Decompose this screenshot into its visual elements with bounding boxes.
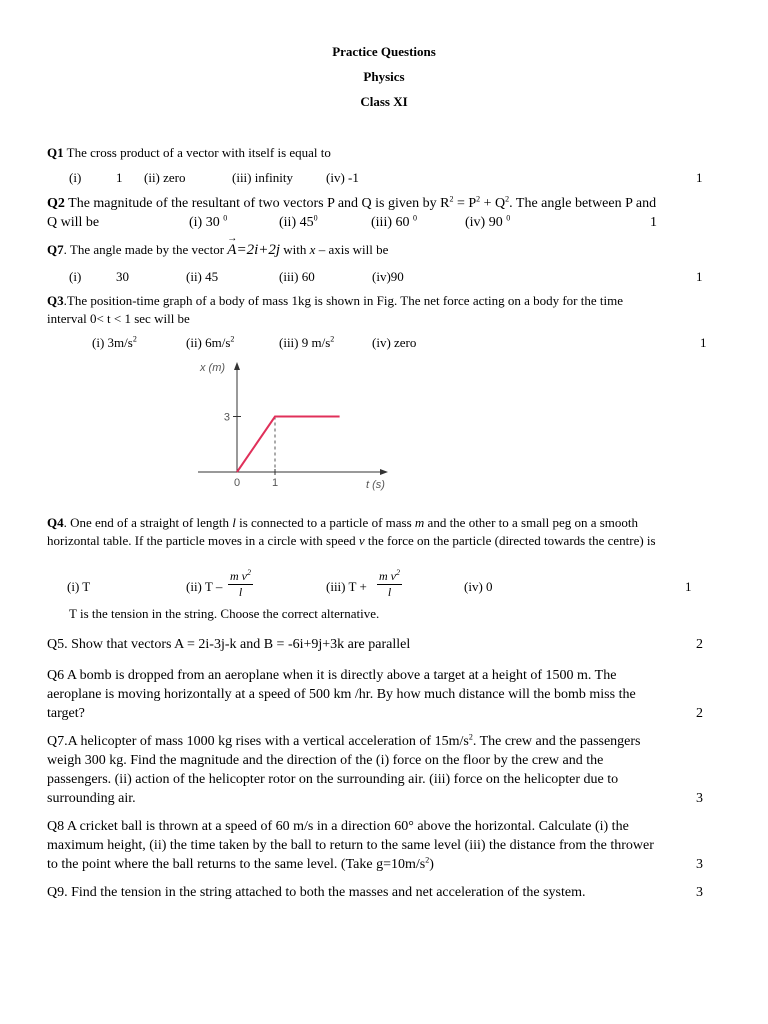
q4-text-b2: the force on the particle (directed towards the centre) is — [364, 533, 656, 548]
q2-opt-iii — [371, 215, 417, 231]
series-line — [237, 417, 340, 473]
q3-line2: interval 0< t < 1 sec will be — [47, 311, 190, 326]
q3-opt-iii — [279, 335, 334, 351]
q2-text-a: The magnitude of the resultant of two vectors P and Q is given by R — [68, 196, 450, 211]
q8-sup: 2 — [425, 855, 430, 865]
degree-sup: 0 — [413, 213, 417, 223]
q7b-line3: passengers. (ii) action of the helicopter rotor on the surrounding air. (iii) force on the helicopter due to — [47, 772, 619, 787]
q2-opt-iv — [465, 215, 510, 231]
q7b-line1-b: . The crew and the passengers — [472, 734, 641, 749]
q7a-text-b: with — [283, 242, 307, 257]
q2-sup: 2 — [476, 194, 481, 204]
q4-label: Q4 — [47, 515, 64, 530]
q2-sup: 2 — [505, 194, 510, 204]
q7b-line1-a: Q7.A helicopter of mass 1000 kg rises with a vertical acceleration of 15m/s — [47, 734, 469, 749]
q2-line2-start: Q will be — [47, 215, 100, 230]
q4-opt-iv: (iv) 0 — [464, 579, 493, 594]
q8-line3-a: to the point where the ball returns to the same level. (Take g=10m/s — [47, 857, 426, 872]
q6-marks: 2 — [696, 706, 703, 721]
q2-opt-i-text: (i) 30 — [189, 215, 220, 230]
y-axis-label: x (m) — [200, 362, 226, 374]
doc-class: Class XI — [360, 94, 408, 109]
fraction-mv2-over-l — [228, 569, 253, 600]
q7a-text-c: – axis will be — [318, 242, 389, 257]
q3-marks: 1 — [700, 335, 707, 350]
fraction-num-text: m v — [230, 569, 247, 583]
q2-opt-iii-text: (iii) 60 — [371, 215, 410, 230]
doc-subject: Physics — [363, 69, 405, 84]
q4-opt-i: (i) T — [67, 579, 91, 594]
degree-sign: ° — [408, 819, 414, 834]
fraction-numerator — [228, 569, 253, 585]
y-tick-label-3: 3 — [223, 411, 230, 424]
fraction-mv2-over-l — [377, 569, 402, 600]
q1-marks: 1 — [696, 170, 703, 185]
degree-sup: 0 — [506, 213, 511, 223]
q2-opt-ii — [279, 215, 318, 231]
q6-line1: Q6 A bomb is dropped from an aeroplane when it is directly above a target at a height of 1500 m. The — [47, 668, 617, 683]
vector-symbol — [227, 233, 238, 258]
q7a-text-a: . The angle made by the vector — [63, 242, 225, 257]
q1-opt-iii: (iii) infinity — [232, 170, 294, 185]
q8-line1-a: Q8 A cricket ball is thrown at a speed of 60 m/s in a direction 60 — [47, 819, 409, 834]
q9-marks: 3 — [696, 885, 703, 900]
q1-question — [47, 145, 331, 161]
q7a-question — [47, 233, 389, 259]
q5-text: Q5. Show that vectors A = 2i-3j-k and B = -6i+9j+3k are parallel — [47, 637, 411, 652]
fraction-sup: 2 — [396, 568, 400, 577]
q3-opt-ii-text: (ii) 6m/s — [186, 335, 231, 350]
q3-line1 — [47, 293, 623, 309]
q3-opt-ii — [186, 335, 234, 351]
q4-line2 — [47, 533, 656, 549]
q7b-line4: surrounding air. — [47, 791, 136, 806]
q8-marks: 3 — [696, 857, 703, 872]
q1-opt-ii: (ii) zero — [144, 170, 186, 185]
q8-line1-b: above the horizontal. Calculate (i) the — [413, 819, 629, 834]
y-axis-arrow-icon — [234, 362, 240, 370]
q2-opt-iv-text: (iv) 90 — [465, 215, 503, 230]
q3-text-a: .The position-time graph of a body of mass 1kg is shown in Fig. The net force acting on a body for the time — [63, 293, 623, 308]
q2-marks: 1 — [650, 215, 657, 230]
q8-line2: maximum height, (ii) the time taken by the ball to return to the same level (iii) the distance from the thrower — [47, 838, 654, 853]
q7a-opt-iii: (iii) 60 — [279, 269, 315, 284]
q3-opt-iii-text: (iii) 9 m/s — [279, 335, 331, 350]
q4-text-a2: is connected to a particle of mass — [235, 515, 415, 530]
q3-sup: 2 — [230, 334, 235, 344]
q4-text-a3: and the other to a small peg on a smooth — [424, 515, 639, 530]
q9-text: Q9. Find the tension in the string attached to both the masses and net acceleration of the system. — [47, 885, 586, 900]
q8-line3 — [47, 857, 434, 873]
fraction-numerator — [377, 569, 402, 585]
position-time-graph — [190, 356, 410, 498]
q7a-label: Q7 — [47, 242, 64, 257]
q3-label: Q3 — [47, 293, 64, 308]
degree-sup: 0 — [313, 213, 318, 223]
q7a-axis-var: x — [309, 242, 316, 257]
q3-sup: 2 — [330, 334, 335, 344]
q7b-line1 — [47, 734, 641, 750]
q2-line1 — [47, 196, 656, 212]
fraction-denominator: l — [387, 585, 392, 599]
degree-sup: 0 — [223, 213, 228, 223]
q3-sup: 2 — [132, 334, 137, 344]
fraction-num-text: m v — [379, 569, 396, 583]
q7b-marks: 3 — [696, 791, 703, 806]
q2-label: Q2 — [47, 196, 65, 211]
q2-opt-i — [189, 215, 227, 231]
q4-opt-iii: (iii) T + — [326, 579, 367, 594]
q6-line2: aeroplane is moving horizontally at a speed of 500 km /hr. By how much distance will the bomb miss the — [47, 687, 636, 702]
x-axis-label: t (s) — [366, 479, 385, 491]
q1-opt-i-num: (i) — [69, 170, 82, 185]
x-tick-label-1: 1 — [271, 477, 279, 489]
fraction-sup: 2 — [247, 568, 251, 577]
q8-line1 — [47, 819, 629, 835]
q7a-opt-i-num: (i) — [69, 269, 82, 284]
q3-opt-i — [92, 335, 137, 351]
q1-opt-iv: (iv) -1 — [326, 170, 359, 185]
q2-text-b: = P — [453, 196, 477, 211]
q4-var-m: m — [414, 515, 425, 530]
q4-line1 — [47, 515, 638, 531]
q4-var-v: v — [358, 533, 365, 548]
q4-note: T is the tension in the string. Choose the correct alternative. — [69, 606, 380, 621]
q7b-line2: weigh 300 kg. Find the magnitude and the direction of the (i) force on the floor by the crew and the — [47, 753, 604, 768]
q6-line3: target? — [47, 706, 85, 721]
vector-name: A — [227, 242, 237, 258]
q7a-opt-i-val: 30 — [116, 269, 129, 284]
q1-opt-i-val: 1 — [116, 170, 123, 185]
q1-label: Q1 — [47, 145, 64, 160]
q3-opt-i-text: (i) 3m/s — [92, 335, 133, 350]
q7a-opt-ii: (ii) 45 — [186, 269, 219, 284]
q7a-opt-iv: (iv)90 — [372, 269, 404, 284]
x-axis-arrow-icon — [380, 469, 388, 475]
q8-line3-b: ) — [429, 857, 434, 872]
x-tick-label-0: 0 — [233, 477, 241, 489]
q4-opt-ii: (ii) T – — [186, 579, 223, 594]
fraction-denominator: l — [238, 585, 243, 599]
q2-sup: 2 — [449, 194, 454, 204]
q4-text-b1: horizontal table. If the particle moves in a circle with speed — [47, 533, 359, 548]
doc-title: Practice Questions — [332, 44, 436, 59]
q7a-marks: 1 — [696, 269, 703, 284]
q4-var-l: l — [232, 515, 236, 530]
q4-marks: 1 — [685, 579, 692, 594]
q1-text: The cross product of a vector with itself is equal to — [66, 145, 331, 160]
q7b-sup: 2 — [468, 732, 473, 742]
q2-text-d: . The angle between P and — [509, 196, 657, 211]
q3-opt-iv: (iv) zero — [372, 335, 417, 350]
q2-opt-ii-text: (ii) 45 — [279, 215, 314, 230]
q5-marks: 2 — [696, 637, 703, 652]
q2-text-c: + Q — [480, 196, 506, 211]
vector-arrow-icon: → — [227, 233, 238, 244]
vector-expression: =2i+2j — [236, 242, 281, 258]
q4-text-a1: . One end of a straight of length — [63, 515, 233, 530]
